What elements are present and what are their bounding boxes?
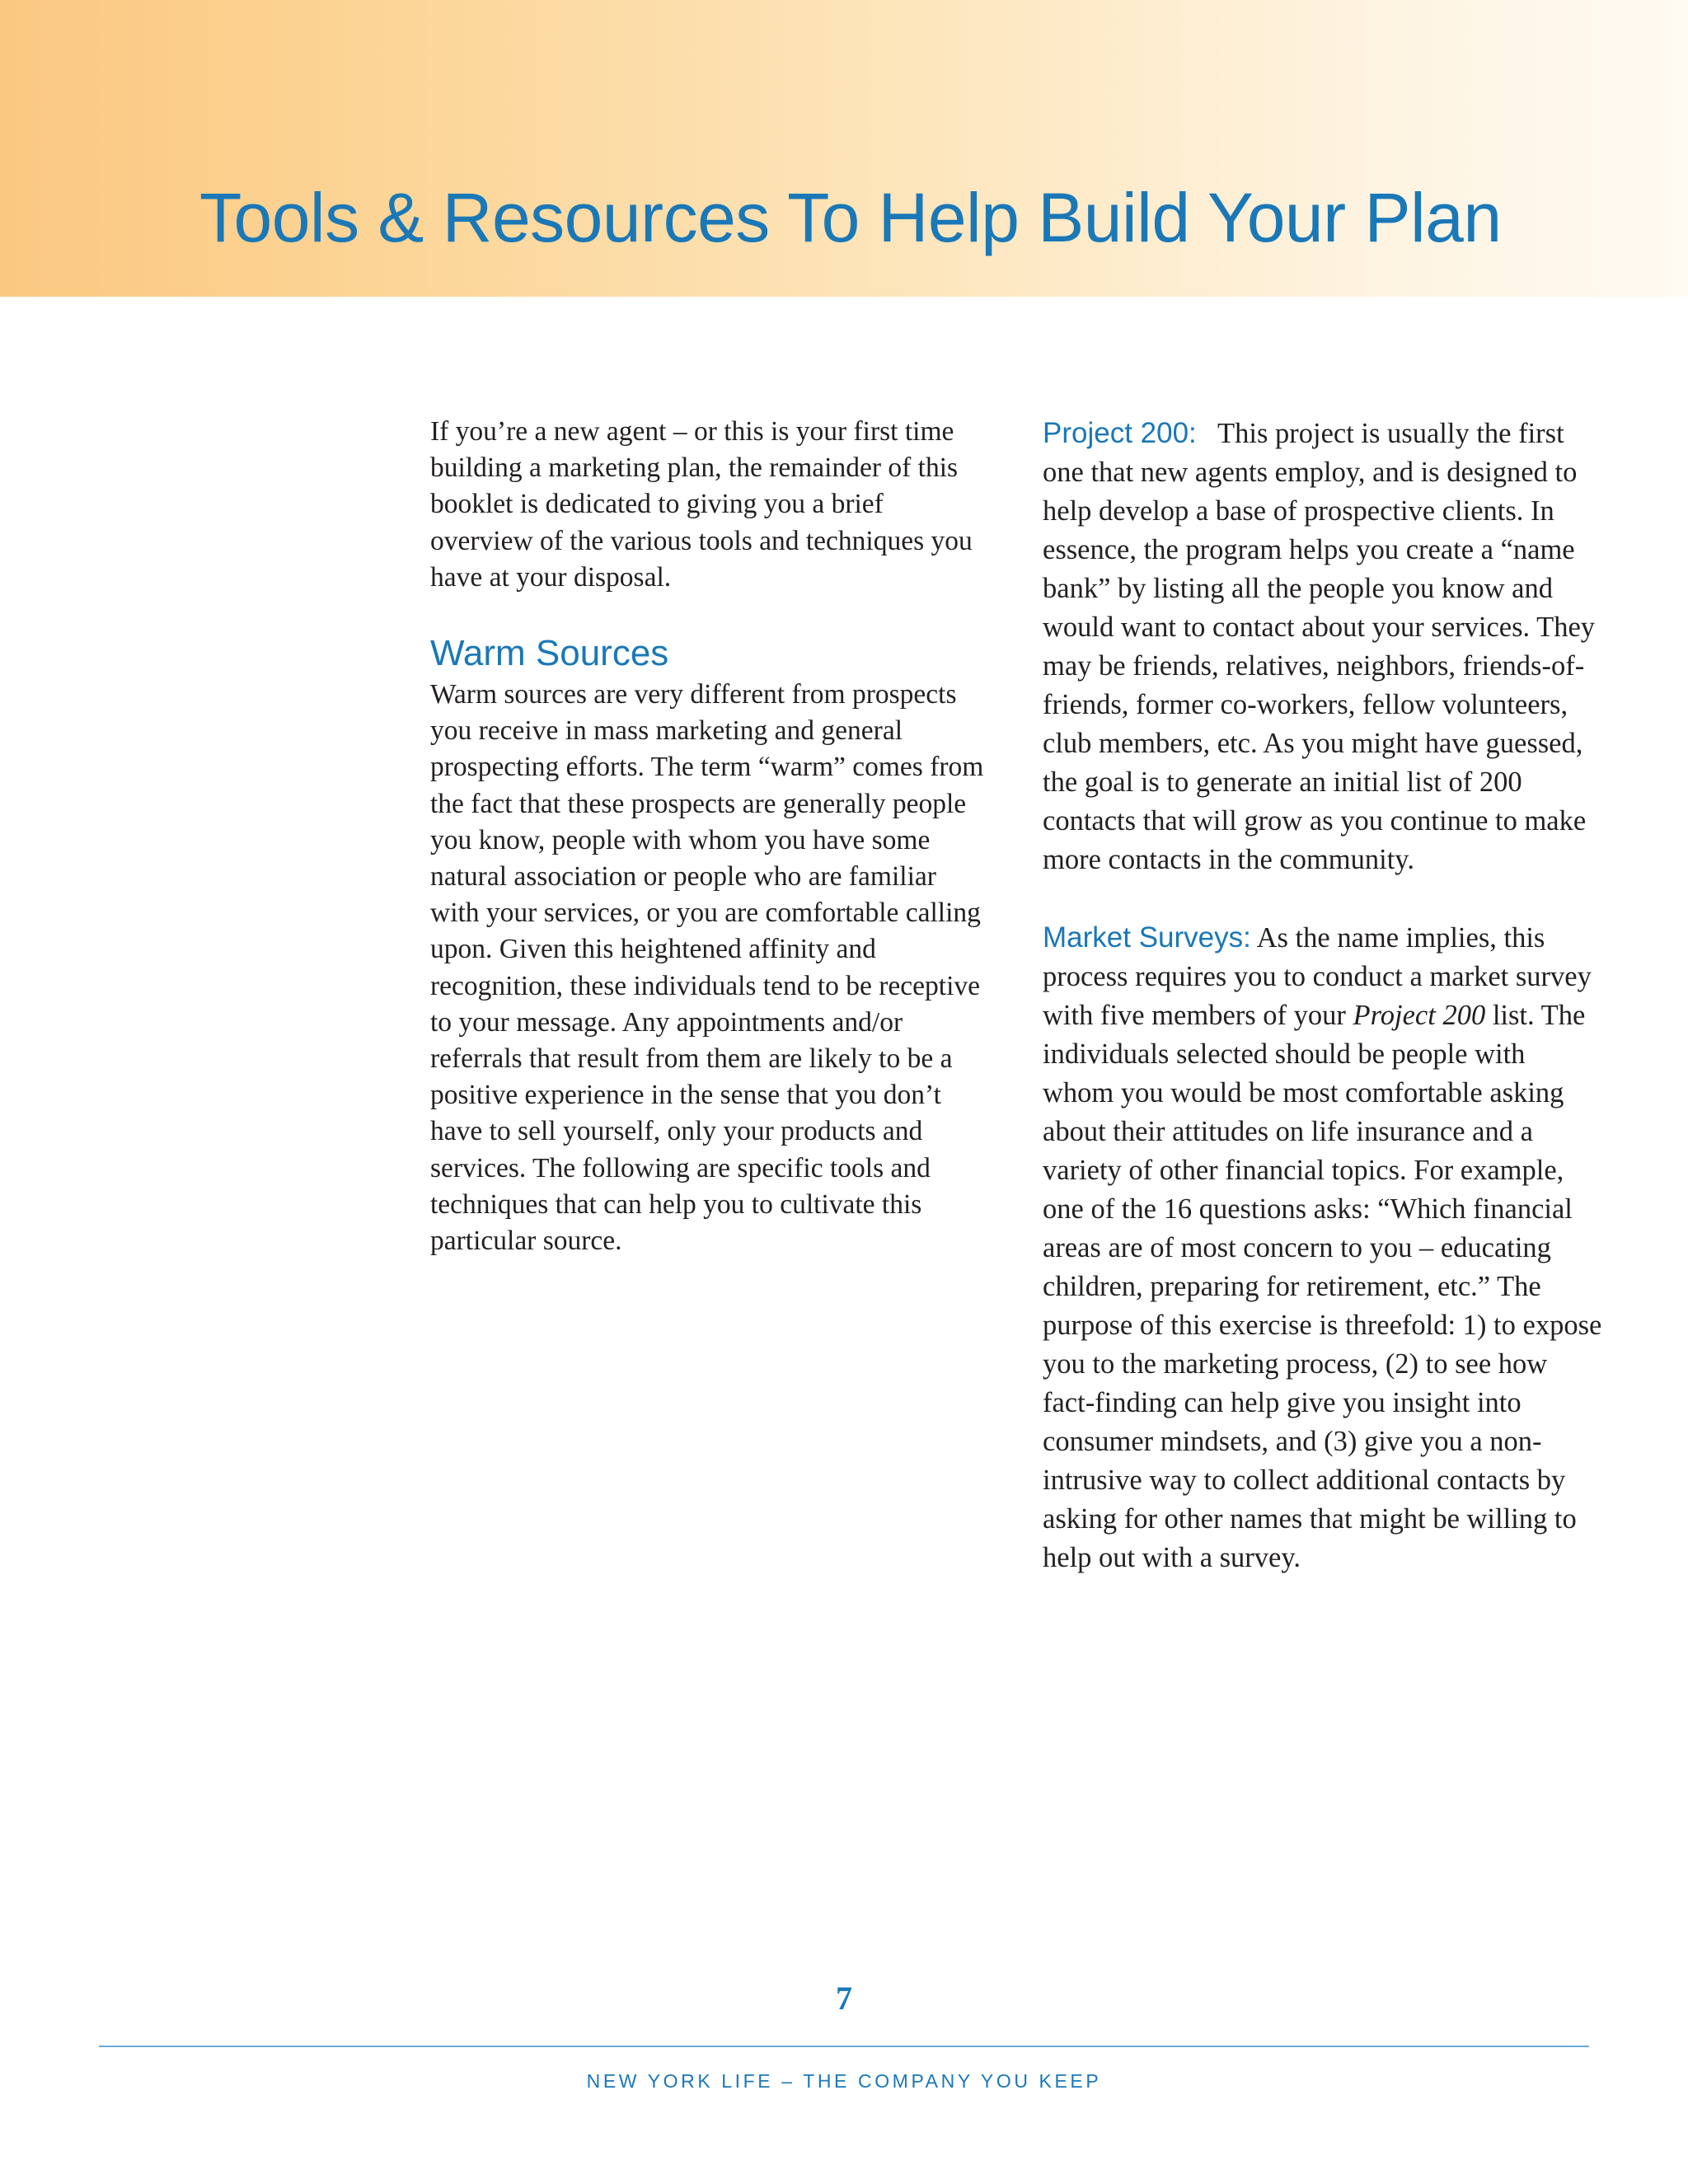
intro-paragraph: If you’re a new agent – or this is your first time building a marketing plan, the remainder of this booklet is dedicated to giving you a brief overview of the various tools and techniques you have at your disposal. <box>430 416 973 593</box>
market-surveys-body-2: list. The individuals selected should be people with whom you would be most comfortable asking about their attitudes on life insurance and a variety of other financial topics. For example, one of the 16 questions asks: “Which financial areas are of most concern to you – educating children, preparing for retirement, etc.” The purpose of this exercise is threefold: 1) to expose you to the marketing process, (2) to see how fact-finding can help give you insight into consumer mindsets, and (3) give you a non-intrusive way to collect additional contacts by asking for other names that might be willing to help out with a survey. <box>1043 1000 1602 1573</box>
page-title: Tools & Resources To Help Build Your Plan <box>199 179 1502 256</box>
left-column <box>430 414 991 1259</box>
right-column <box>1043 414 1603 1577</box>
market-surveys-paragraph <box>1043 918 1603 1577</box>
warm-sources-heading: Warm Sources <box>430 633 669 674</box>
footer-tagline: NEW YORK LIFE – THE COMPANY YOU KEEP <box>586 2070 1102 2092</box>
project-200-paragraph <box>1043 414 1603 879</box>
project-200-italic: Project 200 <box>1353 1000 1486 1031</box>
market-surveys-label: Market Surveys: <box>1043 921 1251 954</box>
project-200-body: This project is usually the first one that new agents employ, and is designed to help develop a base of prospective clients. In essence, the program helps you create a “name bank” by listing all the people you know and would want to contact about your services. They may be friends, relatives, neighbors, friends-of-friends, former co-workers, fellow volunteers, club members, etc. As you might have guessed, the goal is to generate an initial list of 200 contacts that will grow as you continue to make more contacts in the community. <box>1043 418 1596 875</box>
market-surveys-body-1: As the name implies, this process requires you to conduct a market survey with five members of your <box>1043 922 1592 1031</box>
footer-divider <box>99 2046 1589 2047</box>
page-number: 7 <box>836 1980 852 2017</box>
warm-sources-paragraph: Warm sources are very different from prospects you receive in mass marketing and general prospecting efforts. The term “warm” comes from the fact that these prospects are generally people you know, people with whom you have some natural association or people who are familiar with your services, or you are comfortable calling upon. Given this heightened affinity and recognition, these individuals tend to be receptive to your message. Any appointments and/or referrals that result from them are likely to be a positive experience in the sense that you don’t have to sell yourself, only your products and services. The following are specific tools and techniques that can help you to cultivate this particular source. <box>430 679 984 1257</box>
project-200-label: Project 200: <box>1043 417 1197 449</box>
